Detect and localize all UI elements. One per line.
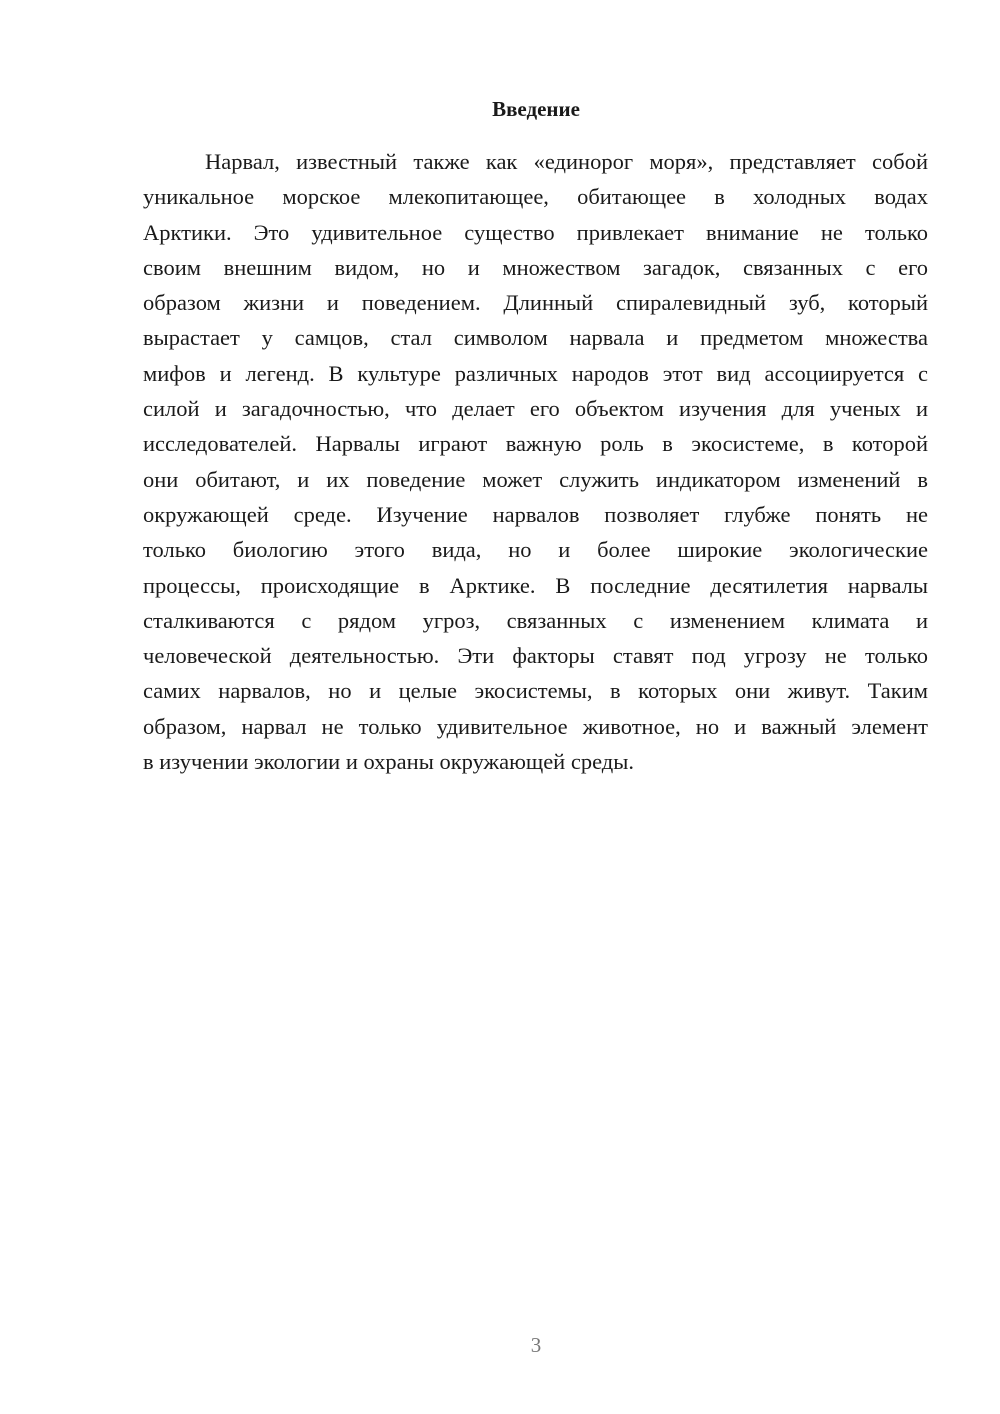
text-line: Арктики. Это удивительное существо привлекает внимание не только — [143, 219, 928, 245]
paragraph — [143, 144, 928, 779]
text-line: Нарвал, известный также как «единорог моря», представляет собой — [205, 149, 928, 174]
text-line: только биологию этого вида, но и более широкие экологические — [143, 537, 928, 563]
text-line: уникальное морское млекопитающее, обитающее в холодных водах — [143, 184, 928, 210]
text-line: исследователей. Нарвалы играют важную роль в экосистеме, в которой — [143, 431, 928, 457]
text-line: своим внешним видом, но и множеством загадок, связанных с его — [143, 254, 928, 280]
text-line: в изучении экологии и охраны окружающей среды. — [143, 749, 634, 775]
text-line: сталкиваются с рядом угроз, связанных с изменением климата и — [143, 607, 928, 633]
text-line: силой и загадочностью, что делает его объектом изучения для ученых и — [143, 396, 928, 422]
text-line: окружающей среде. Изучение нарвалов позволяет глубже понять не — [143, 501, 928, 527]
text-line: мифов и легенд. В культуре различных народов этот вид ассоциируется с — [143, 360, 928, 386]
section-title: Введение — [492, 97, 580, 121]
text-line: самих нарвалов, но и целые экосистемы, в которых они живут. Таким — [143, 678, 928, 704]
text-line: человеческой деятельностью. Эти факторы ставят под угрозу не только — [143, 643, 928, 669]
text-line: образом, нарвал не только удивительное животное, но и важный элемент — [143, 713, 928, 739]
page-number: 3 — [530, 1333, 542, 1357]
text-line: образом жизни и поведением. Длинный спиралевидный зуб, который — [143, 290, 928, 316]
text-line: вырастает у самцов, стал символом нарвала и предметом множества — [143, 325, 928, 351]
text-line: процессы, происходящие в Арктике. В последние десятилетия нарвалы — [143, 572, 928, 598]
text-line: они обитают, и их поведение может служить индикатором изменений в — [143, 466, 928, 492]
